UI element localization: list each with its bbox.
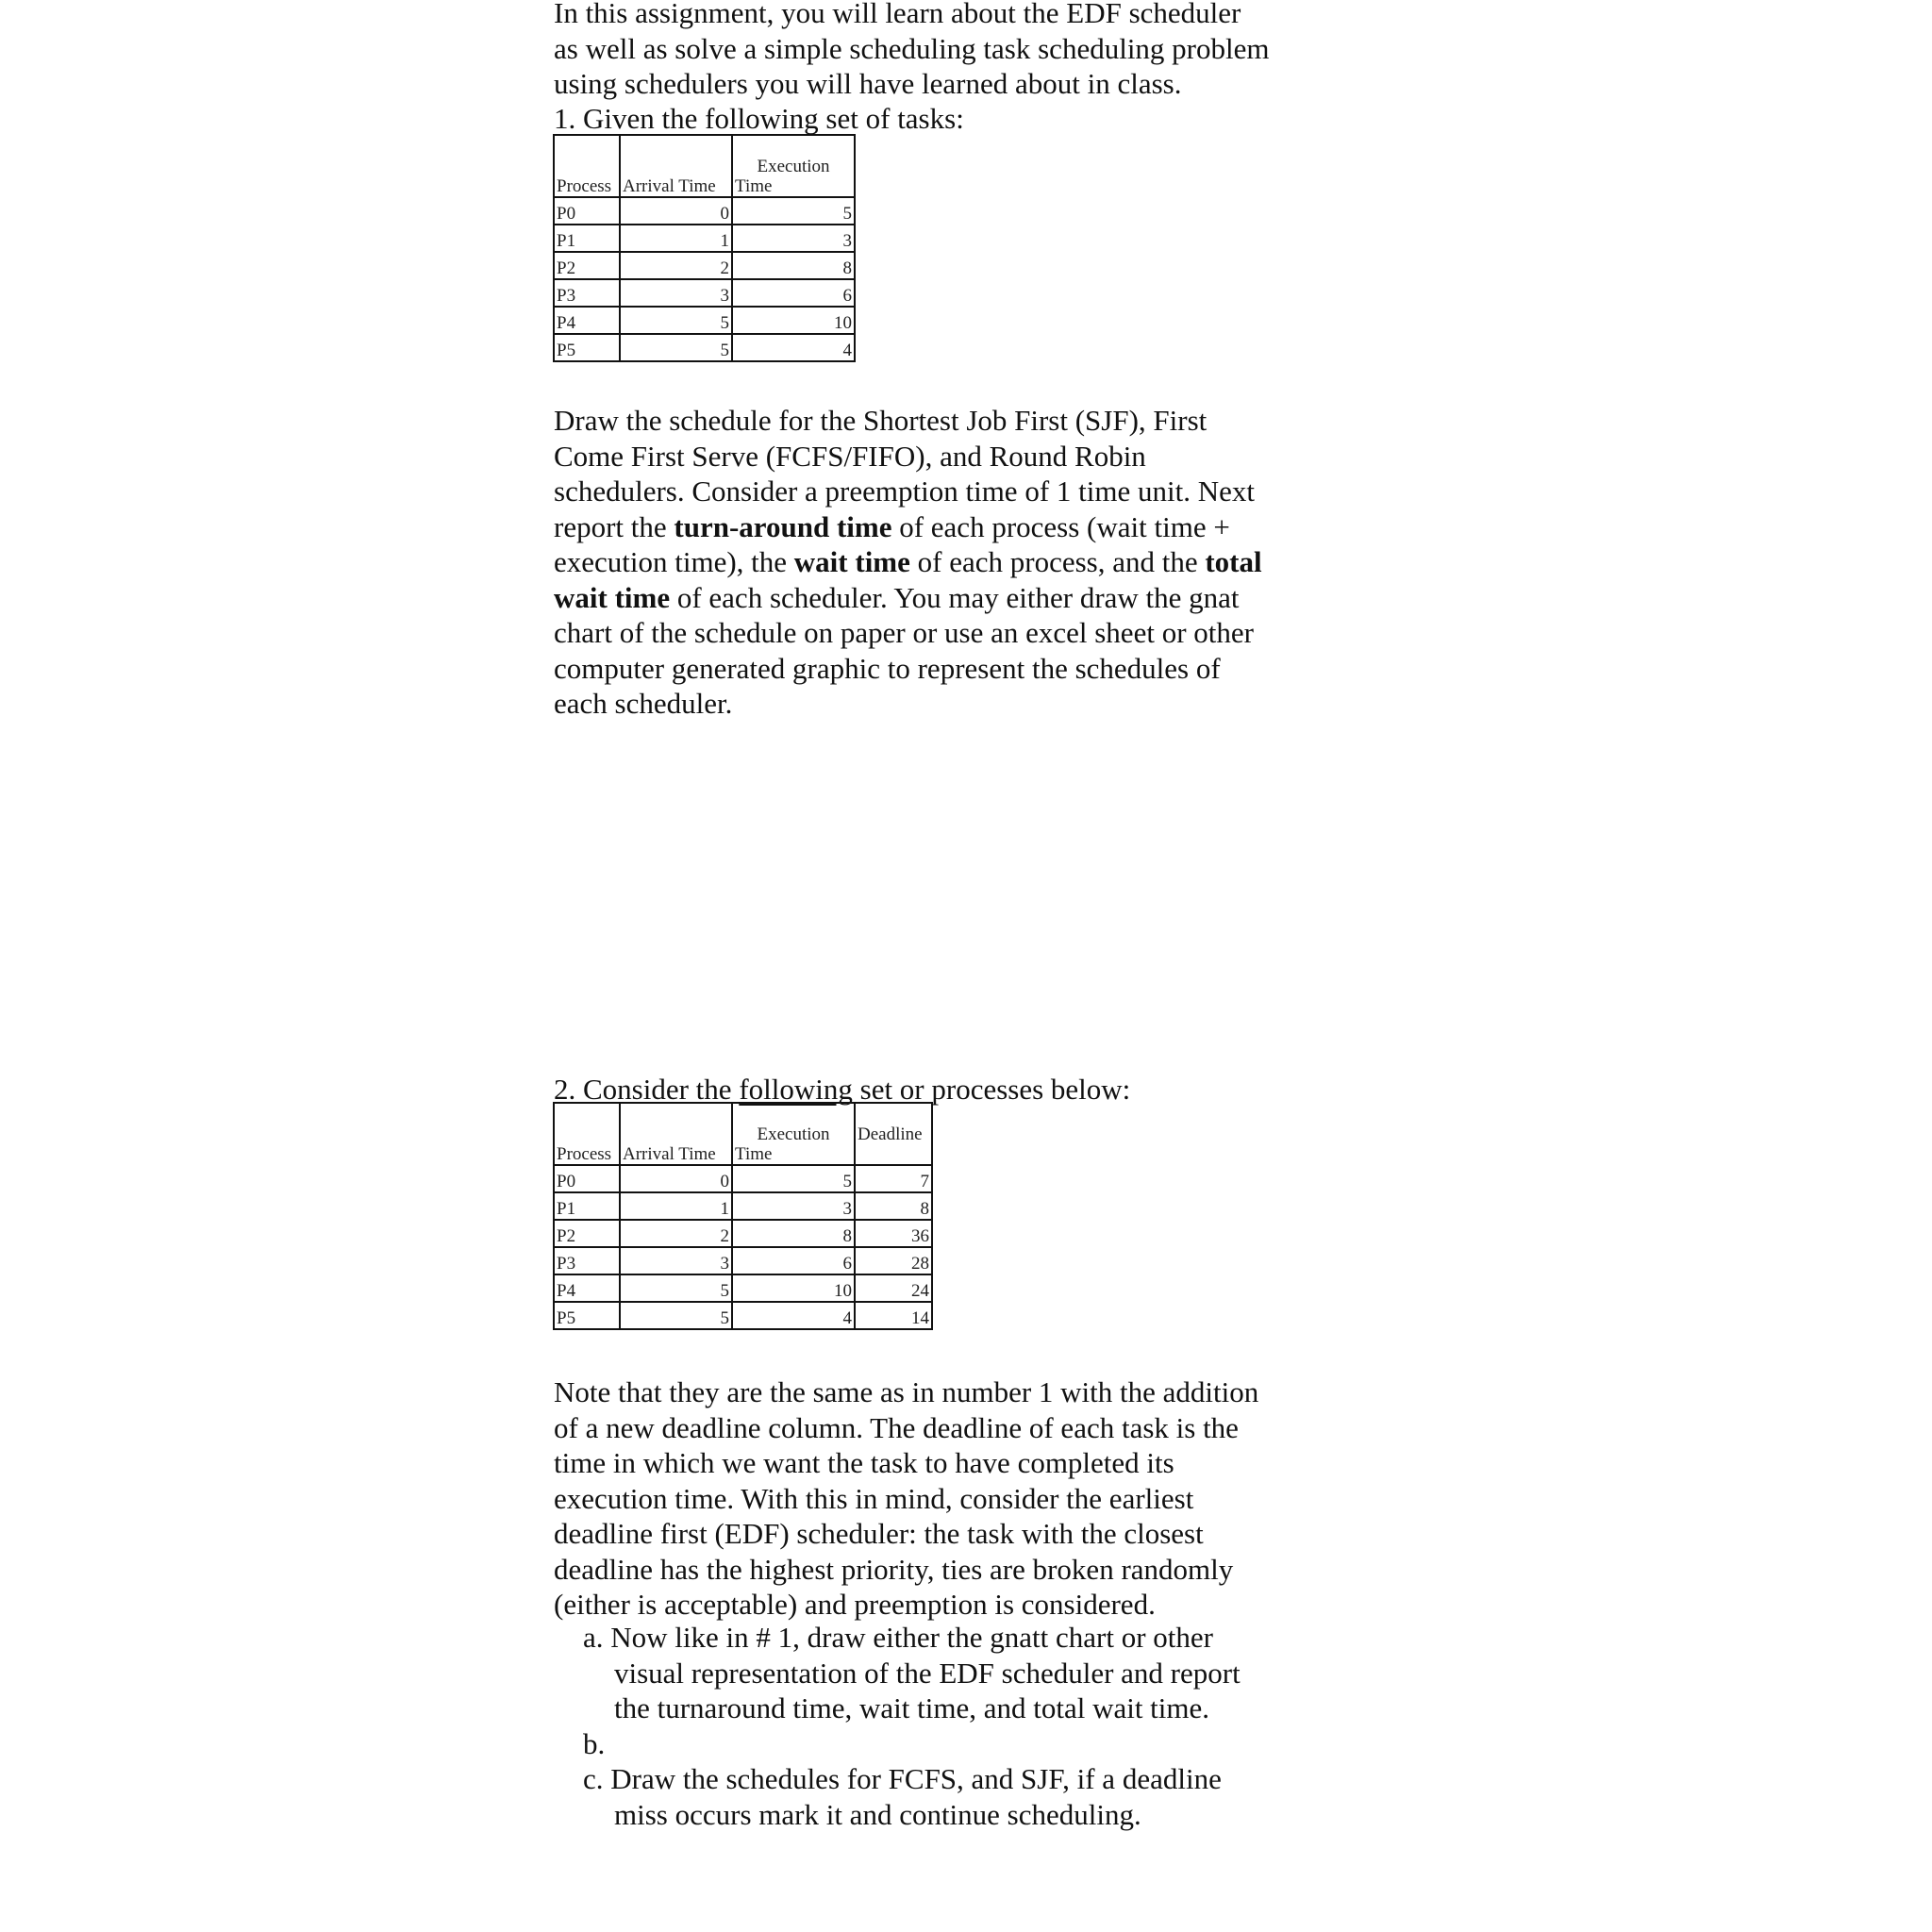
table-row	[554, 1247, 932, 1274]
cell-process: P3	[554, 279, 620, 307]
cell-deadline: 36	[855, 1220, 932, 1247]
text-segment: set or processes below:	[852, 1073, 1131, 1106]
underlined-word: following	[739, 1073, 853, 1106]
cell-execution: 10	[732, 1274, 855, 1302]
table-row	[554, 307, 855, 334]
question-1-heading-text: 1. Given the following set of tasks:	[554, 102, 964, 135]
table-row	[554, 252, 855, 279]
table-row	[554, 1274, 932, 1302]
note-line: execution time. With this in mind, consider the earliest	[554, 1481, 1194, 1515]
instruction-line: Come First Serve (FCFS/FIFO), and Round Robin	[554, 439, 1146, 473]
header-execution-top: Execution	[757, 1124, 830, 1144]
cell-process: P4	[554, 1274, 620, 1302]
cell-arrival: 5	[620, 1302, 732, 1329]
bold-wait-time: wait time	[793, 545, 910, 578]
text-segment: of each process, and the	[909, 545, 1206, 578]
cell-arrival: 5	[620, 1274, 732, 1302]
cell-deadline: 24	[855, 1274, 932, 1302]
intro-line: as well as solve a simple scheduling task scheduling problem	[554, 31, 1270, 65]
cell-execution: 6	[732, 279, 855, 307]
task-table-1	[553, 134, 856, 362]
cell-process: P0	[554, 197, 620, 225]
subitem-c-line: miss occurs mark it and continue scheduling.	[614, 1797, 1141, 1831]
note-line: deadline first (EDF) scheduler: the task with the closest	[554, 1517, 1204, 1550]
cell-deadline: 14	[855, 1302, 932, 1329]
header-process: Process	[554, 135, 620, 197]
table-row	[554, 225, 855, 252]
note-line: time in which we want the task to have completed its	[554, 1446, 1174, 1479]
header-arrival-time: Arrival Time	[620, 135, 732, 197]
cell-arrival: 3	[620, 279, 732, 307]
note-line: (either is acceptable) and preemption is considered.	[554, 1588, 1156, 1621]
header-process: Process	[554, 1103, 620, 1165]
cell-execution: 4	[732, 334, 855, 361]
question-1-heading	[554, 101, 964, 137]
cell-arrival: 1	[620, 1192, 732, 1220]
instruction-line: chart of the schedule on paper or use an excel sheet or other	[554, 616, 1254, 649]
task-table-2	[553, 1102, 933, 1330]
instruction-line	[554, 580, 1262, 616]
table-row	[554, 1192, 932, 1220]
table-row	[554, 1220, 932, 1247]
table-row	[554, 279, 855, 307]
header-execution-time	[732, 1103, 855, 1165]
subitem-b: b.	[583, 1726, 606, 1760]
cell-process: P1	[554, 225, 620, 252]
intro-line: In this assignment, you will learn about the EDF scheduler	[554, 0, 1241, 29]
note-line: Note that they are the same as in number 1 with the addition	[554, 1375, 1259, 1408]
table-row	[554, 334, 855, 361]
cell-execution: 6	[732, 1247, 855, 1274]
table-row	[554, 197, 855, 225]
cell-arrival: 0	[620, 1165, 732, 1192]
cell-process: P2	[554, 252, 620, 279]
bold-turnaround-time: turn-around time	[674, 509, 892, 543]
text-segment: report the	[554, 509, 675, 543]
cell-arrival: 5	[620, 307, 732, 334]
cell-arrival: 2	[620, 1220, 732, 1247]
question-1-instructions	[554, 403, 1262, 722]
table-header-row	[554, 135, 855, 197]
subitem-c-line: c. Draw the schedules for FCFS, and SJF, if a deadline	[583, 1762, 1222, 1795]
cell-execution: 8	[732, 1220, 855, 1247]
cell-process: P2	[554, 1220, 620, 1247]
cell-execution: 5	[732, 197, 855, 225]
cell-process: P5	[554, 334, 620, 361]
header-execution-bottom: Time	[735, 1144, 773, 1164]
text-segment: of each scheduler. You may either draw the gnat	[670, 580, 1240, 614]
cell-arrival: 5	[620, 334, 732, 361]
intro-paragraph	[554, 0, 1270, 102]
question-2-subitems	[583, 1620, 1241, 1832]
cell-arrival: 1	[620, 225, 732, 252]
cell-arrival: 0	[620, 197, 732, 225]
text-segment: execution time), the	[554, 545, 794, 578]
cell-process: P5	[554, 1302, 620, 1329]
header-execution-time	[732, 135, 855, 197]
question-2-note	[554, 1374, 1258, 1623]
table-row	[554, 1165, 932, 1192]
header-arrival-time: Arrival Time	[620, 1103, 732, 1165]
cell-execution: 10	[732, 307, 855, 334]
cell-process: P1	[554, 1192, 620, 1220]
cell-execution: 4	[732, 1302, 855, 1329]
instruction-line	[554, 509, 1262, 545]
cell-execution: 8	[732, 252, 855, 279]
table-header-row	[554, 1103, 932, 1165]
cell-execution: 5	[732, 1165, 855, 1192]
header-execution-bottom: Time	[735, 176, 773, 196]
bold-total-wait-time: wait time	[554, 580, 671, 614]
text-segment: 2. Consider the	[554, 1073, 740, 1106]
cell-deadline: 28	[855, 1247, 932, 1274]
note-line: of a new deadline column. The deadline of each task is the	[554, 1410, 1239, 1444]
cell-deadline: 7	[855, 1165, 932, 1192]
header-deadline: Deadline	[855, 1103, 932, 1165]
cell-arrival: 3	[620, 1247, 732, 1274]
instruction-line: schedulers. Consider a preemption time of 1 time unit. Next	[554, 475, 1255, 508]
cell-execution: 3	[732, 1192, 855, 1220]
subitem-a-line: a. Now like in # 1, draw either the gnatt chart or other	[583, 1621, 1213, 1654]
subitem-a-line: visual representation of the EDF scheduler and report	[614, 1656, 1241, 1690]
header-execution-top: Execution	[757, 157, 830, 176]
cell-process: P4	[554, 307, 620, 334]
cell-execution: 3	[732, 225, 855, 252]
subitem-a-line: the turnaround time, wait time, and total wait time.	[614, 1691, 1210, 1724]
cell-arrival: 2	[620, 252, 732, 279]
cell-process: P0	[554, 1165, 620, 1192]
cell-process: P3	[554, 1247, 620, 1274]
intro-line: using schedulers you will have learned about in class.	[554, 67, 1182, 100]
instruction-line: computer generated graphic to represent the schedules of	[554, 651, 1221, 685]
cell-deadline: 8	[855, 1192, 932, 1220]
bold-total: total	[1205, 545, 1262, 578]
instruction-line: Draw the schedule for the Shortest Job First (SJF), First	[554, 404, 1208, 437]
instruction-line: each scheduler.	[554, 687, 733, 720]
text-segment: of each process (wait time +	[891, 509, 1230, 543]
note-line: deadline has the highest priority, ties are broken randomly	[554, 1552, 1234, 1586]
table-row	[554, 1302, 932, 1329]
instruction-line	[554, 544, 1262, 580]
